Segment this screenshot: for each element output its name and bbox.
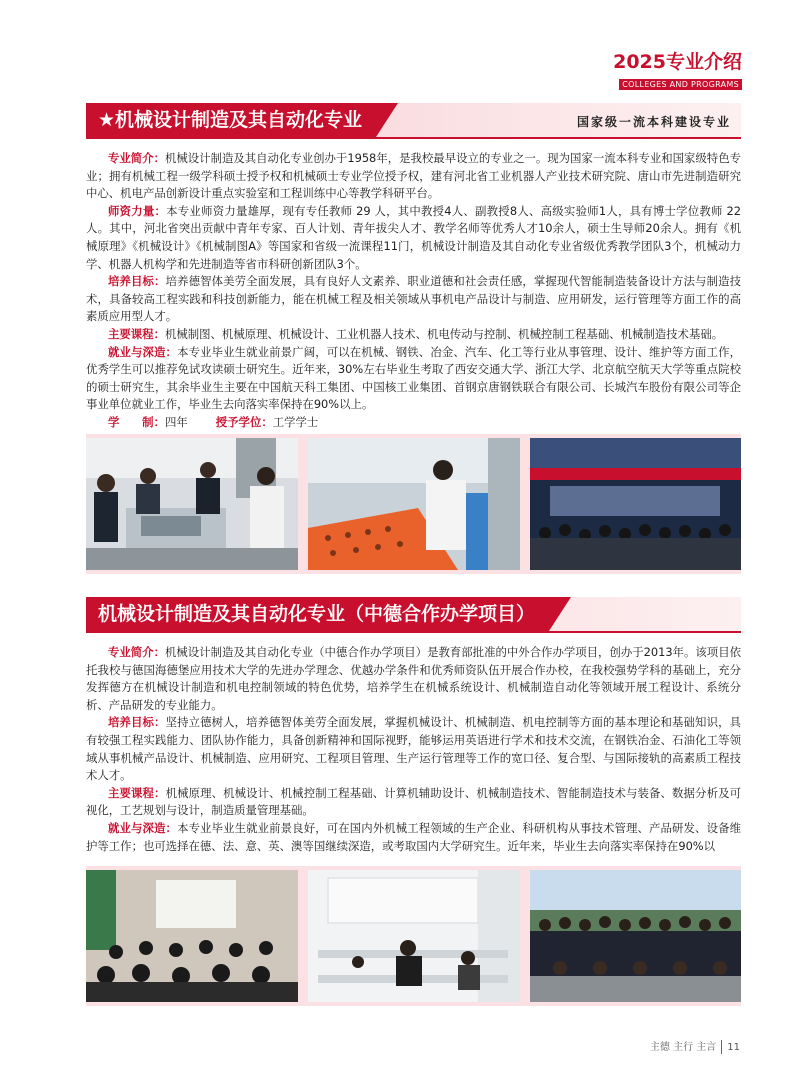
workshop-photo (308, 438, 520, 570)
group-photo (530, 870, 741, 1002)
footer-motto: 主德 主行 主言 (649, 1042, 717, 1053)
section2-goal (86, 714, 741, 784)
goal-text: 坚持立德树人，培养德智体美劳全面发展，掌握机械设计、机械制造、机电控制等方面的基本理论和基础知识，具有较强工程实践能力、团队协作能力，具备创新精神和国际视野，能够运用英语进行学术和技术交流，在钢铁冶金、石油化工等领域从事机械产品设计、机械制造、应用研究、工程项目管理、生产运行管理等工作的宽口径、复合型、与国际接轨的高素质工程技术人才。 (86, 715, 741, 783)
faculty-text: 本专业师资力量雄厚，现有专任教师 29 人，其中教授4人、副教授8人、高级实验师1人，具有博士学位教师 22人。其中，河北省突出贡献中青年专家、百人计划、青年拔尖人才、教学名师等优秀人才10余人，硕士生导师20余人。拥有《机械原理》《机械设计》《机械制图A》等国家和省级一流课程11门，机械设计制造及其自动化专业省级优秀教学团队3个，机械动力学、机器人机构学和先进制造等省市科研创新团队3个。 (86, 203, 741, 271)
section1-goal (86, 273, 741, 326)
section2-courses (86, 785, 741, 820)
career-text: 本专业毕业生就业前景广阔，可以在机械、钢铁、冶金、汽车、化工等行业从事管理、设计、维护等方面工作，优秀学生可以推荐免试攻读硕士研究生。近年来，30%左右毕业生考取了西安交通大学、浙江大学、北京航空航天大学等重点院校的硕士研究生，其余毕业生主要在中国航天科工集团、中国核工业集团、首钢京唐钢铁联合有限公司、长城汽车股份有限公司等企事业单位就业工作，毕业生去向落实率保持在90%以上。 (86, 344, 741, 412)
career-label: 就业与深造： (108, 820, 178, 835)
intro-label: 专业简介： (108, 645, 165, 659)
courses-text: 机械原理、机械设计、机械控制工程基础、计算机辅助设计、机械制造技术、智能制造技术与装备、数据分析及可视化，工艺规划与设计，制造质量管理基础。 (86, 785, 741, 818)
duration-value: 四年 (164, 414, 188, 429)
courses-label: 主要课程： (108, 326, 165, 341)
intro-label: 专业简介： (108, 151, 165, 165)
header-title: 2025专业介绍 (613, 51, 742, 73)
section1-banner (86, 103, 741, 137)
goal-label: 培养目标： (108, 274, 166, 289)
event-photo (530, 438, 741, 570)
section1-career (86, 344, 741, 414)
section2-text (86, 644, 741, 855)
section1-intro (86, 150, 741, 203)
lab-photo (86, 438, 298, 570)
section1-duration-degree (86, 414, 741, 432)
career-label: 就业与深造： (108, 344, 178, 359)
classroom-photo (308, 870, 520, 1002)
duration-label: 学 制： (108, 414, 165, 429)
degree-label: 授予学位： (215, 414, 273, 429)
page-header (582, 52, 742, 91)
section1-photo-strip (86, 434, 741, 574)
section1-courses (86, 326, 741, 344)
section1-faculty (86, 203, 741, 273)
section1-text (86, 150, 741, 432)
career-text: 本专业毕业生就业前景良好，可在国内外机械工程领域的生产企业、科研机构从事技术管理、产品研发、设备维护等工作；也可选择在德、法、意、英、澳等国继续深造，或考取国内大学研究生。近年来，毕业生去向落实率保持在90%以 (86, 820, 741, 853)
section2-photo-strip (86, 866, 741, 1006)
lecture-photo (86, 870, 298, 1002)
intro-text: 机械设计制造及其自动化专业创办于1958年，是我校最早设立的专业之一。现为国家一流本科专业和国家级特色专业；拥有机械工程一级学科硕士授予权和机械硕士专业学位授予权，建有河北省工业机器人产业技术研究院、唐山市先进制造研究中心、机电产品创新设计重点实验室和工程训练中心等教学科研平台。 (86, 151, 741, 201)
section2-banner (86, 597, 741, 631)
degree-value: 工学学士 (272, 414, 319, 429)
section1-title: ★机械设计制造及其自动化专业 (86, 103, 376, 137)
courses-text: 机械制图、机械原理、机械设计、工业机器人技术、机电传动与控制、机械控制工程基础、机械制造技术基础。 (164, 326, 724, 341)
footer-separator (721, 1040, 722, 1054)
page-number: 11 (727, 1042, 740, 1053)
goal-text: 培养德智体美劳全面发展，具有良好人文素养、职业道德和社会责任感，掌握现代智能制造装备设计方法与制造技术，具备较高工程实践和科技创新能力，能在机械工程及相关领域从事机电产品设计与制造、应用研发，运行管理等方面工作的高素质应用型人才。 (86, 274, 741, 324)
section1-tag: 国家级一流本科建设专业 (576, 115, 731, 129)
section2-career (86, 820, 741, 855)
header-subtitle: COLLEGES AND PROGRAMS (619, 79, 742, 90)
section2-title: 机械设计制造及其自动化专业（中德合作办学项目） (86, 597, 549, 631)
section2-divider (86, 631, 741, 633)
section2-intro (86, 644, 741, 714)
goal-label: 培养目标： (108, 715, 166, 730)
faculty-label: 师资力量： (108, 203, 167, 218)
page-footer (650, 1038, 740, 1054)
courses-label: 主要课程： (108, 785, 166, 800)
section1-divider (86, 137, 741, 139)
intro-text: 机械设计制造及其自动化专业（中德合作办学项目）是教育部批准的中外合作办学项目，创办于2013年。该项目依托我校与德国海德堡应用技术大学的先进办学理念、优越办学条件和优秀师资队伍开展合作办校，在我校强势学科的基础上，充分发挥德方在机械设计制造和机电控制领域的特色优势，培养学生在机械系统设计、机械制造自动化等领域开展工程设计、系统分析、产品研发的专业能力。 (86, 645, 741, 712)
